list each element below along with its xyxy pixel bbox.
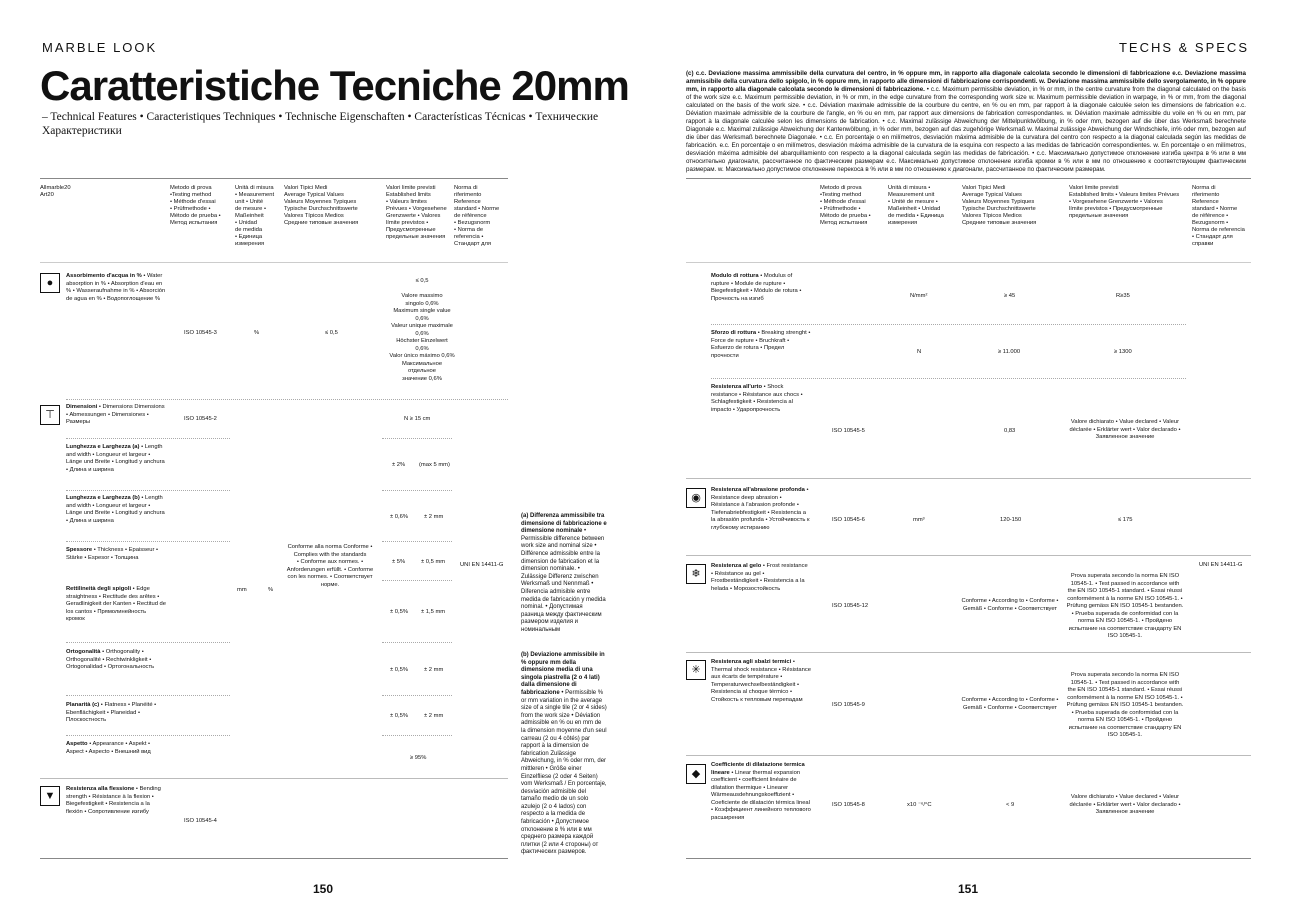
row-desc: • Orthogonality • Orthogonalité • Rechtwinkligkeit • Ortogonalidad • Ортогональность	[66, 649, 155, 670]
table-top-rule	[40, 178, 508, 179]
row-dimensions	[66, 404, 166, 427]
avg-value: < 9	[1006, 802, 1015, 808]
row-divider	[686, 555, 1251, 556]
row-flatness	[66, 702, 166, 725]
method-value: ISO 10545-9	[832, 702, 865, 708]
row-name: Lunghezza e Larghezza (a)	[66, 444, 140, 450]
row-desc: • Appearance • Aspekt • Aspect • Aspecto • Внешний вид	[66, 741, 151, 755]
limit-value: ± 0,5%	[390, 609, 409, 615]
header-rule	[40, 262, 508, 263]
row-thermal-expansion	[711, 762, 811, 822]
row-desc: • Flatness • Planéité • Ebenflächigkeit • Planeidad • Плоскостность	[66, 702, 157, 723]
row-divider	[66, 399, 508, 400]
side-note-a-body: • Permissible difference between work size and nominal size • Différence admissible entre la dimension de fabrication et la dimension nominale. • Zulässige Differenz zwischen Werksmaß und Nennmaß • Diferencia admisible entre medida de fabricación y medida nominal. • Допустимая разница между фактическим размером изделия и номинальным	[521, 528, 606, 633]
limit-value-2: ± 2 mm	[424, 667, 444, 673]
limit-value-2: ± 0,5 mm	[421, 559, 446, 565]
row-divider	[66, 541, 230, 542]
row-divider	[382, 695, 452, 696]
row-divider	[686, 478, 1251, 479]
row-divider	[66, 642, 230, 643]
row-name: Resistenza all'urto	[711, 384, 762, 390]
col-limit-right: Valori limite previsti Established limits • Valeurs limites Prévues • Vorgesehene Grenzwerte • Valores límite previstos • Предусмотренные предельные значения	[1069, 185, 1180, 219]
limit-value: ± 2%	[392, 462, 406, 468]
row-divider	[382, 642, 452, 643]
row-divider	[66, 695, 230, 696]
avg-value: ≥ 11.000	[998, 349, 1021, 355]
section-label: MARBLE LOOK	[42, 40, 158, 55]
row-divider	[382, 490, 452, 491]
limit-value: R≥35	[1116, 293, 1130, 299]
row-divider	[382, 541, 452, 542]
method-value: ISO 10545-4	[184, 818, 217, 824]
row-length-a	[66, 444, 166, 474]
method-value: ISO 10545-6	[832, 517, 865, 523]
side-note-b	[521, 652, 607, 857]
row-desc: • Frost resistance • Résistance au gel • Frostbeständigkeit • Resistencia a la helada • Морозостойкость	[711, 563, 808, 592]
row-name: Sforzo di rottura	[711, 330, 757, 336]
row-name: Lunghezza e Larghezza (b)	[66, 495, 140, 501]
water-drop-icon: ●	[40, 273, 60, 293]
table-bottom-rule	[40, 858, 508, 859]
row-desc: • Breaking strenght • Force de rupture • Bruchkraft • Esfuerzo de rotura • Предел прочности	[711, 330, 811, 359]
row-divider	[40, 778, 508, 779]
row-divider	[382, 438, 452, 439]
page-title: Caratteristiche Tecniche 20mm	[40, 62, 629, 109]
avg-value: 120-150	[1000, 517, 1022, 523]
method-value: ISO 10545-2	[184, 416, 217, 422]
side-note-a-title: (a) Differenza ammissibile tra dimensione di fabbricazione e dimensione nominale	[521, 513, 607, 535]
note-c	[686, 70, 1246, 174]
group-unit-percent: %	[268, 587, 274, 593]
avg-value: Conforme • According to • Conforme • Gemäß • Conforme • Соответствует	[961, 697, 1059, 711]
col-unit: Unità di misura • Measurement unit • Unité de mesure • Maßeinheit • Unidad de medida • Единица измерения	[235, 185, 275, 247]
col-avg-right: Valori Tipici Medi Average Typical Values Valeurs Moyennes Typiques Typische Durchschnittswerte Valores Típicos Medios Средние типовые значения	[962, 185, 1037, 226]
header-rule-right	[686, 262, 1251, 263]
row-name: Assorbimento d'acqua in %	[66, 273, 142, 279]
row-edge-straightness	[66, 586, 166, 624]
limit-value: Valore dichiarato • Value declared • Valeur déclarée • Erklärter wert • Valor declarado • Заявленное значение	[1069, 419, 1181, 440]
row-length-b	[66, 495, 166, 525]
page-number-right: 151	[958, 882, 979, 896]
row-water-absorption	[66, 273, 166, 303]
limit-value: Prova superata secondo la norma EN ISO 10545-1. • Test passed in accordance with the EN ISO 10545-1 standard. • Essai réussi conformément à la norme EN ISO 10545-1. • Prüfung gemäss EN ISO 10545-1 bestanden. • Prueba superada de conformidad con la norma EN ISO 10545-1. • Пройдено испытание на соответствие стандарту EN ISO 10545-1.	[1066, 573, 1184, 639]
limit-value: ≥ 1300	[1114, 349, 1132, 355]
row-divider	[686, 652, 1251, 653]
limit-value: ≤ 175	[1118, 517, 1133, 523]
row-divider	[382, 580, 452, 581]
col-avg: Valori Tipici Medi Average Typical Values Valeurs Moyennes Typiques Typische Durchschnittswerte Valores Típicos Medios Средние типовые значения	[284, 185, 359, 226]
avg-value: ≤ 0,5	[325, 330, 338, 336]
row-divider	[66, 735, 230, 736]
note-c-body: • c.c. Maximum permissible deviation, in % or mm, in the centre curvature from the diagonal calculated on the basis of the work size e.c. Maximum permissible deviation, in % or mm, in the edge curvature from the corresponding work size w. Maximum permissible deviation in warpage, in % or mm, from the diagonal calculated on the basis of the work size. • c.c. Déviation maximale admissible de la courbure du centre, en % ou en mm, par rapport à la diagonale calculée selon les dimensions de fabrication e.c. Déviation maximale admissible de la courbure de l'angle, en % ou en mm, par rapport aux dimensions de fabrication correspondantes. w. Déviation maximale admissible du voile en % ou en mm, par rapport à la diagonale calculée selon les dimensions de fabrication. • c.c. Maximal zulässige Abweichung der Mittelpunktwölbung, in % oder mm, bezogen auf die über das Werksmaß berechnete Diagonale e.c. Maximal zulässige Abweichung der Kantenwölbung, in % oder mm, bezogen auf das zugehörige Werksmaß w. Maximal zulässige Abweichung der Windschiefe, in% oder mm, bezogen auf die über das Werksmaß berechnete Diagonale. • c.c. En porcentaje o en milímetros, desviación máxima admisible de la curvatura del centro con respecto a la diagonal calculada según las medidas de fabricación. e.c. En porcentaje o en milímetros, desviación máxima admisible de la curvatura de la esquina con respecto a las medidas de fabricación correspondientes. w. En porcentaje o en milímetros, desviación máxima admisible del abarquillamiento con respecto a la diagonal calculada según las medidas de fabricación. • c.c. Максимально допустимое отклонение изгиба центра в % или в мм относительно диагонали, рассчитанное по фактическим размерам e.c. Максимально допустимое отклонение изгиба кромки в % или в мм по отношению к соответствующим фактическим размерам. w. Максимально допустимое отклонение перекоса в % или в мм по отношению к диагонали, рассчитанное по фактическим размерам.	[686, 86, 1246, 173]
method-value: ISO 10545-8	[832, 802, 865, 808]
method-value: ISO 10545-3	[184, 330, 217, 336]
row-desc: • Thickness • Epaisseur • Stärke • Espesor • Толщина	[66, 547, 159, 561]
row-divider	[66, 490, 230, 491]
row-frost-resistance	[711, 563, 811, 593]
limit-value: N ≥ 15 cm	[404, 416, 431, 422]
note-c-lead: (c) c.c. Deviazione massima ammissibile della curvatura del centro, in % oppure mm, in rapporto alla diagonale calcolata secondo le dimensioni di fabbricazione e.c. Deviazione massima ammissibile della curvatura dello spigolo, in % oppure mm, in rapporto alle dimensioni di fabbricazione corrispondenti. w. Deviazione massima ammissibile dello svergolamento, in % oppure mm, in rapporto alla diagonale calcolata secondo le dimensioni di fabbricazione.	[686, 70, 1246, 93]
limit-value: ≤ 0,5 Valore massimo singolo 0,6% Maximum single value 0,6% Valeur unique maximale 0,6% Höchster Einzelwert 0,6% Valor único máximo 0,6% Максимальное отдельное значение 0,6%	[389, 278, 455, 382]
row-desc: • Resistance deep abrasion • Résistance à l'abrasion profonde • Tiefenabriebfestigkeit • Resistencia a la abrasión profunda • Устойчивость к глубокому истиранию	[711, 487, 810, 531]
row-deep-abrasion	[711, 487, 811, 532]
col-unit-right: Unità di misura • Measurement unit • Unité de mesure • Maßeinheit • Unidad de medida • Единица измерения	[888, 185, 944, 226]
snowflake-icon: ❄	[686, 564, 706, 584]
row-divider	[711, 324, 1186, 325]
col-norm: Norma di riferimento Reference standard • Norme de référence • Bezugsnorm • Norma de referencia • Стандарт для	[454, 185, 500, 247]
col-method: Metodo di prova •Testing method • Méthode d'essai • Prüfmethode • Método de prueba • Метод испытания	[170, 185, 221, 226]
row-name: Dimensioni	[66, 404, 98, 410]
method-value: ISO 10545-12	[832, 603, 869, 609]
col-limit: Valori limite previsti Established limits • Valeurs limites Prévues • Vorgesehene Grenzwerte • Valores límite previstos • Предусмотренные предельные значения	[386, 185, 447, 240]
thermal-icon: ✳	[686, 660, 706, 680]
caliper-icon: ⊤	[40, 405, 60, 425]
group-norm: UNI EN 14411-G	[460, 562, 504, 568]
row-name: Resistenza agli sbalzi termici	[711, 659, 792, 665]
row-modulus-rupture	[711, 273, 811, 303]
group-unit-mm: mm	[237, 587, 247, 593]
row-divider	[711, 378, 1186, 379]
row-name: Coefficiente di dilatazione termica lineare	[711, 762, 805, 776]
row-name: Resistenza al gelo	[711, 563, 762, 569]
side-note-b-body: • Permissible % or mm variation in the average size of a single tile (2 or 4 sides) from the work size • Déviation admissible en % ou en mm de la dimension moyenne d'un seul carreau (2 ou 4 côtés) par rapport à la dimension de fabrication Zulässige Abweichung, in % oder mm, der mittleren • Größe einer Einzelfliese (2 oder 4 Seiten) vom Werksmaß / En porcentaje, desviación admisible del tamaño medio de un solo azulejo (2 o 4 lados) con respecto a la medida de fabricación • Допустимое отклонение в % или в мм среднего размера каждой плитки (2 или 4 стороны) от фактических размеров.	[521, 689, 607, 856]
row-shock-resistance	[711, 384, 811, 414]
row-name: Ortogonalità	[66, 649, 101, 655]
col-method-right: Metodo di prova •Testing method • Méthode d'essai • Prüfmethode • Método de prueba • Метод испытания	[820, 185, 871, 226]
row-desc: • Linear thermal expansion coefficient • coefficient linéaire de dilatation thermique • Linearer Wärmeausdehnungskoeffizient • Coeficiente de dilatación térmica lineal • Коэффициент линейного теплового расширения	[711, 769, 811, 821]
unit-value: N/mm²	[910, 293, 928, 299]
avg-value: 0,83	[1004, 428, 1016, 434]
col-product: Allmarble20 Art20	[40, 185, 71, 198]
row-name: Spessore	[66, 547, 93, 553]
row-divider	[686, 755, 1251, 756]
side-note-b-title: (b) Deviazione ammissibile in % oppure mm della dimensione media di una singola piastrella (2 o 4 lati) dalla dimensione di fabbricazione	[521, 652, 605, 696]
row-bending	[66, 786, 166, 816]
row-desc: • Thermal shock resistance • Résistance aux écarts de température • Temperaturwechselbeständigkeit • Resistencia al choque térmico • Стойкость к тепловым перепадам	[711, 659, 811, 703]
bending-icon: ▼	[40, 786, 60, 806]
row-name: Resistenza alla flessione	[66, 786, 135, 792]
avg-value: ≥ 45	[1004, 293, 1016, 299]
group-avg-conforme: Conforme alla norma Conforme • Complies with the standards • Conforme aux normes. • Anforderungen erfüllt. • Conforme con les normes. • Соответствует норме.	[286, 544, 374, 588]
unit-value: mm³	[913, 517, 925, 523]
table-bottom-rule-right	[686, 858, 1251, 859]
row-desc: • Edge straightness • Rectitude des arêtes • Geradlinigkeit der Kanten • Rectitud de los cantos • Прямолинейность кромок	[66, 586, 166, 622]
row-thickness	[66, 547, 166, 562]
page-subtitle: – Technical Features • Caracteristiques Techniques • Technische Eigenschaften • Características Técnicas • Технические Характеристики	[42, 111, 599, 137]
row-name: Planarità (c)	[66, 702, 100, 708]
page-number-left: 150	[313, 882, 334, 896]
limit-value: ± 0,5%	[390, 713, 409, 719]
row-orthogonality	[66, 649, 166, 672]
row-divider	[66, 438, 230, 439]
table-top-rule-right	[686, 178, 1251, 179]
method-value: ISO 10545-5	[832, 428, 865, 434]
limit-value: Prova superata secondo la norma EN ISO 10545-1. • Test passed in accordance with the EN ISO 10545-1 standard. • Essai réussi conformément à la norme EN ISO 10545-1. • Prüfung gemäss EN ISO 10545-1 bestanden. • Prueba superada de conformidad con la norma EN ISO 10545-1. • Пройдено испытание на соответствие стандарту EN ISO 10545-1.	[1066, 672, 1184, 738]
limit-value: Valore dichiarato • Value declared • Valeur déclarée • Erklärter wert • Valor declarado • Заявленное значение	[1069, 794, 1181, 815]
avg-value: Conforme • According to • Conforme • Gemäß • Conforme • Соответствует	[961, 598, 1059, 612]
row-thermal-shock	[711, 659, 811, 704]
row-desc: • Modulus of rupture • Module de rupture • Biegefestigkeit • Módulo de rotura • Прочность на изгиб	[711, 273, 802, 302]
limit-value-2: ± 2 mm	[424, 514, 444, 520]
unit-value: x10 ⁻⁶/°C	[907, 802, 932, 808]
expansion-icon: ◆	[686, 764, 706, 784]
row-breaking-strength	[711, 330, 811, 360]
row-desc: • Length and width • Longueur et largeur • Länge und Breite • Longitud y anchura • Длина и ширина	[66, 444, 165, 473]
row-name: Resistenza all'abrasione profonda	[711, 487, 805, 493]
row-name: Aspetto	[66, 741, 88, 747]
section-label-right: TECHS & SPECS	[1118, 40, 1249, 55]
limit-value: ± 0,6%	[390, 514, 409, 520]
row-divider	[382, 735, 452, 736]
row-name: Modulo di rottura	[711, 273, 759, 279]
row-name: Rettilineità degli spigoli	[66, 586, 132, 592]
limit-value: ± 5%	[392, 559, 406, 565]
side-note-a	[521, 513, 607, 635]
row-desc: • Dimensions Dimensions • Abmessungen • Dimensiones • Размеры	[66, 404, 165, 425]
abrasion-icon: ◉	[686, 488, 706, 508]
limit-value-2: ± 1,5 mm	[421, 609, 446, 615]
row-appearance	[66, 741, 166, 756]
row-desc: • Length and width • Longueur et largeur • Länge und Breite • Longitud y anchura • Длина и ширина	[66, 495, 165, 524]
limit-value-2: ± 2 mm	[424, 713, 444, 719]
col-norm-right: Norma di riferimento Reference standard • Norme de référence • Bezugsnorm • Norma de referencia • Стандарт для справки	[1192, 185, 1245, 247]
limit-value-2: (max 5 mm)	[419, 462, 450, 468]
row-desc: • Water absorption in % • Absorption d'eau en % • Wasseraufnahme in % • Absorción de agua en % • Водопоглощение %	[66, 273, 166, 302]
group-norm-right: UNI EN 14411-G	[1199, 562, 1243, 568]
limit-value: ≥ 95%	[410, 755, 427, 761]
row-desc: • Bending strength • Résistance à la flexion • Biegefestigkeit • Resistencia a la flexión • Сопротивление изгибу	[66, 786, 161, 815]
row-desc: • Shock resistance • Résistance aux chocs • Schlagfestigkeit • Resistencia al impacto • Ударопрочность	[711, 384, 803, 413]
unit-value: N	[917, 349, 922, 355]
unit-value: %	[254, 330, 260, 336]
limit-value: ± 0,5%	[390, 667, 409, 673]
